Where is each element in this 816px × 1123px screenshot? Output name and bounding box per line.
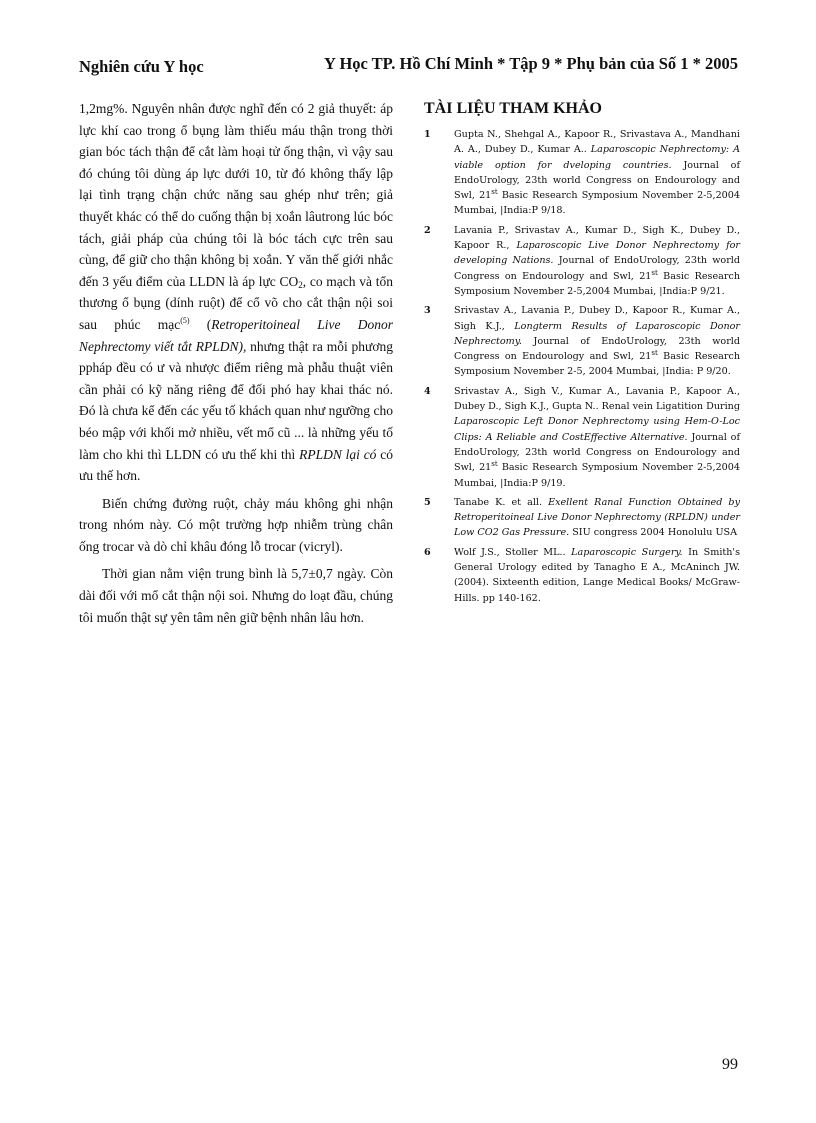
- reference-item: [424, 223, 740, 299]
- paragraph-discussion: 1,2mg%. Nguyên nhân được nghĩ đến có 2 giả thuyết: áp lực khí cao trong ổ bụng làm thiếu máu thận trong thời gian bóc tách thận để cắt làm hoại tử ống thận, vì vậy sau đó chúng tôi dùng áp lực dưới 10, từ đó không thấy lập lại tình trạng chận chức năng sau ghép như trên; giả thuyết khác có thể do cuống thận bị xoắn lâutrong lúc bóc tách, giải pháp của chúng tôi là bóc tách cực trên sau cùng, để giữ cho thận không bị xoắn. Y văn thế giới nhắc đến 3 yếu điểm của LLDN là áp lực $CO_2$, co mạch và tổn thương ổ bụng (dính ruột) để cổ võ cho cắt thận nội soi sau phúc mạc$^{(5)}$ (Retroperitoineal Live Donor Nephrectomy viết tắt RPLDN), nhưng thật ra mỗi phương ppháp đều có ư và nhược điểm riêng mà phẫu thuật viên cần phải có kỹ năng riêng để đối phó hay khai thác nó. Đó là chưa kể đến các yếu tố khách quan như ngưỡng cho béo mập với khối mở nhiều, vết mổ cũ ... là những yếu tố làm cho khi thì LLDN có ưu thế khi thì RPLDN lại có có ưu thế hơn.: [79, 101, 394, 484]
- reference-text: Tanabe K. et all. Exellent Ranal Function Obtained by Retroperitoineal Live Donor Nephrectomy (RPLDN) under Low CO2 Gas Pressure. SIU congress 2004 Honolulu USA: [454, 496, 740, 539]
- reference-number: 1: [424, 129, 431, 140]
- reference-number: 5: [424, 496, 431, 508]
- reference-item: [424, 303, 740, 379]
- reference-text: Lavania P., Srivastav A., Kumar D., Sigh K., Dubey D., Kapoor R., Laparoscopic Live Donor Nephrectomy for developing Nations. Journal of EndoUrology, 23th world Congress on Endourology and Swl, 21st Basic Research Symposium November 2-5,2004 Mumbai, |India:P 9/21.: [454, 224, 741, 297]
- reference-number: 6: [424, 546, 431, 558]
- body-column: [79, 98, 393, 634]
- reference-text: Srivastav A., Lavania P., Dubey D., Kapoor R., Kumar A., Sigh K.J., Longterm Results of Laparoscopic Donor Nephrectomy. Journal of EndoUrology, 23th world Congress on Endourology and Swl, 21st Basic Research Symposium November 2-5, 2004 Mumbai, |India: P 9/20.: [454, 305, 741, 378]
- reference-text: Srivastav A., Sigh V., Kumar A., Lavania P., Kapoor A., Dubey D., Sigh K.J., Gupta N.. Renal vein Ligatition During Laparoscopic Left Donor Nephrectomy using Hem-O-Loc Clips: A Reliable and CostEffective Alternative. Journal of EndoUrology, 23th world Congress on Endourology and Swl, 21st Basic Research Symposium November 2-5,2004 Mumbai, |India:P 9/19.: [454, 385, 740, 489]
- reference-text: Wolf J.S., Stoller ML.. Laparoscopic Surgery. In Smith's General Urology edited by Tanagho E A., McAninch JW. (2004). Sixteenth edition, Lange Medical Books/ McGraw-Hills. pp 140-162.: [454, 546, 740, 604]
- reference-number: 4: [424, 385, 431, 397]
- reference-item: [424, 127, 740, 219]
- running-header-left: Nghiên cứu Y học: [79, 57, 204, 76]
- references-heading: TÀI LIỆU THAM KHẢO: [424, 100, 602, 117]
- reference-number: 3: [424, 305, 431, 317]
- references-section: [424, 100, 740, 610]
- paragraph-hospital-stay: Thời gian nằm viện trung bình là 5,7±0,7 ngày. Còn dài đối với mổ cắt thận nội soi. Nhưng do loạt đầu, chúng tôi muốn thật sự yên tâm nên giữ bệnh nhân lâu hơn.: [79, 566, 393, 625]
- reference-item: [424, 384, 740, 491]
- reference-item: [424, 495, 740, 541]
- page-number: 99: [722, 1056, 738, 1073]
- reference-item: [424, 545, 740, 606]
- reference-number: 2: [424, 224, 431, 236]
- reference-text: Gupta N., Shehgal A., Kapoor R., Srivastava A., Mandhani A. A., Dubey D., Kumar A.. Laparoscopic Nephrectomy: A viable option for dveloping countries. Journal of EndoUrology, 23th world Congress on Endourology and Swl, 21st Basic Research Symposium November 2-5,2004 Mumbai, |India:P 9/18.: [454, 129, 741, 217]
- running-header-right: Y Học TP. Hồ Chí Minh * Tập 9 * Phụ bản của Số 1 * 2005: [324, 54, 738, 73]
- paragraph-complications: Biến chứng đường ruột, chảy máu không ghi nhận trong nhóm này. Có một trường hợp nhiễm trùng chân ống trocar và dò chỉ khâu đóng lỗ trocar (vicryl).: [79, 495, 393, 554]
